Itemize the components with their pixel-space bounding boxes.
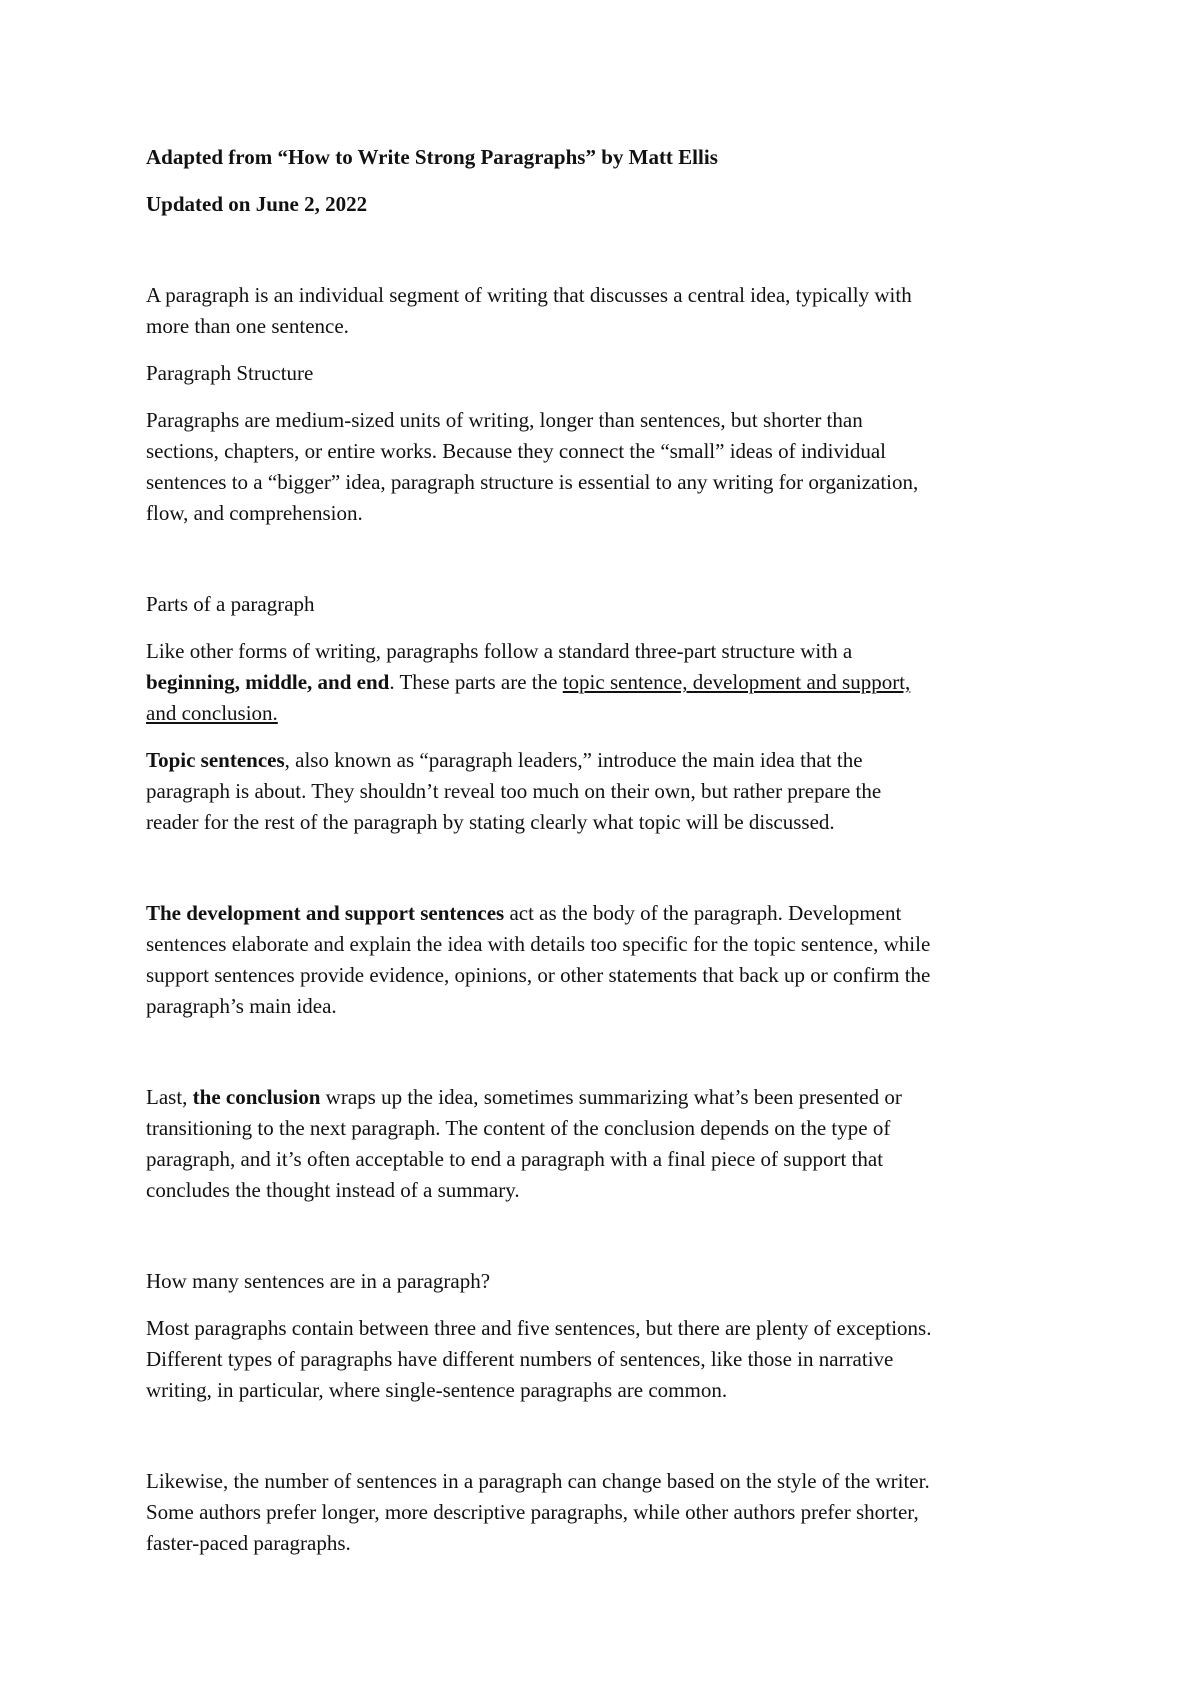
paragraph-structure-text (146, 405, 1076, 529)
text-run: . These parts are the (389, 670, 563, 694)
section-heading-how-many: How many sentences are in a paragraph? (146, 1269, 491, 1293)
text-line: reader for the rest of the paragraph by stating clearly what topic will be discussed. (146, 810, 835, 834)
underlined-phrase: topic sentence, development and support, (562, 670, 911, 694)
text-line: paragraph, and it’s often acceptable to end a paragraph with a final piece of support that (146, 1147, 884, 1171)
text-line (146, 745, 1076, 776)
text-line: flow, and comprehension. (146, 501, 363, 525)
topic-sentences-paragraph (146, 745, 1076, 838)
sentence-count-paragraph (146, 1313, 1076, 1406)
text-line: Some authors prefer longer, more descriptive paragraphs, while other authors prefer shorter, (146, 1500, 919, 1524)
text-line: Paragraphs are medium-sized units of writing, longer than sentences, but shorter than (146, 408, 863, 432)
text-line (146, 1082, 1076, 1113)
text-line: faster-paced paragraphs. (146, 1531, 351, 1555)
text-line: sentences to a “bigger” idea, paragraph structure is essential to any writing for organization, (146, 470, 919, 494)
text-line: sections, chapters, or entire works. Because they connect the “small” ideas of individual (146, 439, 887, 463)
text-line: concludes the thought instead of a summary. (146, 1178, 520, 1202)
text-line: Like other forms of writing, paragraphs follow a standard three-part structure with a (146, 639, 853, 663)
updated-date: Updated on June 2, 2022 (146, 192, 368, 216)
parts-paragraph (146, 636, 1076, 729)
text-line: more than one sentence. (146, 314, 349, 338)
text-run: act as the body of the paragraph. Development (504, 901, 902, 925)
text-run: , also known as “paragraph leaders,” introduce the main idea that the (284, 748, 863, 772)
text-line: paragraph’s main idea. (146, 994, 337, 1018)
conclusion-paragraph (146, 1082, 1076, 1206)
bold-phrase: Topic sentences (146, 748, 285, 772)
text-line: transitioning to the next paragraph. The content of the conclusion depends on the type of (146, 1116, 891, 1140)
bold-phrase: The development and support sentences (146, 901, 505, 925)
text-line (146, 698, 1076, 729)
bold-phrase: beginning, middle, and end (146, 670, 390, 694)
text-run: Last, (146, 1085, 193, 1109)
text-line: writing, in particular, where single-sentence paragraphs are common. (146, 1378, 728, 1402)
source-attribution: Adapted from “How to Write Strong Paragraphs” by Matt Ellis (146, 145, 718, 169)
intro-paragraph (146, 280, 1076, 342)
text-line (146, 898, 1076, 929)
text-line: paragraph is about. They shouldn’t reveal too much on their own, but rather prepare the (146, 779, 882, 803)
style-paragraph (146, 1466, 1076, 1559)
section-heading-paragraph-structure: Paragraph Structure (146, 361, 314, 385)
text-line: Most paragraphs contain between three and five sentences, but there are plenty of exceptions. (146, 1316, 932, 1340)
text-run: wraps up the idea, sometimes summarizing what’s been presented or (320, 1085, 902, 1109)
text-line (146, 667, 1076, 698)
bold-phrase: the conclusion (192, 1085, 321, 1109)
text-line: A paragraph is an individual segment of writing that discusses a central idea, typically with (146, 283, 912, 307)
text-line: support sentences provide evidence, opinions, or other statements that back up or confirm the (146, 963, 931, 987)
section-heading-parts: Parts of a paragraph (146, 592, 315, 616)
document-body (146, 142, 1076, 1559)
development-paragraph (146, 898, 1076, 1022)
text-line: Different types of paragraphs have different numbers of sentences, like those in narrative (146, 1347, 894, 1371)
underlined-phrase: and conclusion. (146, 701, 278, 725)
text-line: Likewise, the number of sentences in a paragraph can change based on the style of the writer. (146, 1469, 930, 1493)
text-line: sentences elaborate and explain the idea with details too specific for the topic sentence, while (146, 932, 931, 956)
